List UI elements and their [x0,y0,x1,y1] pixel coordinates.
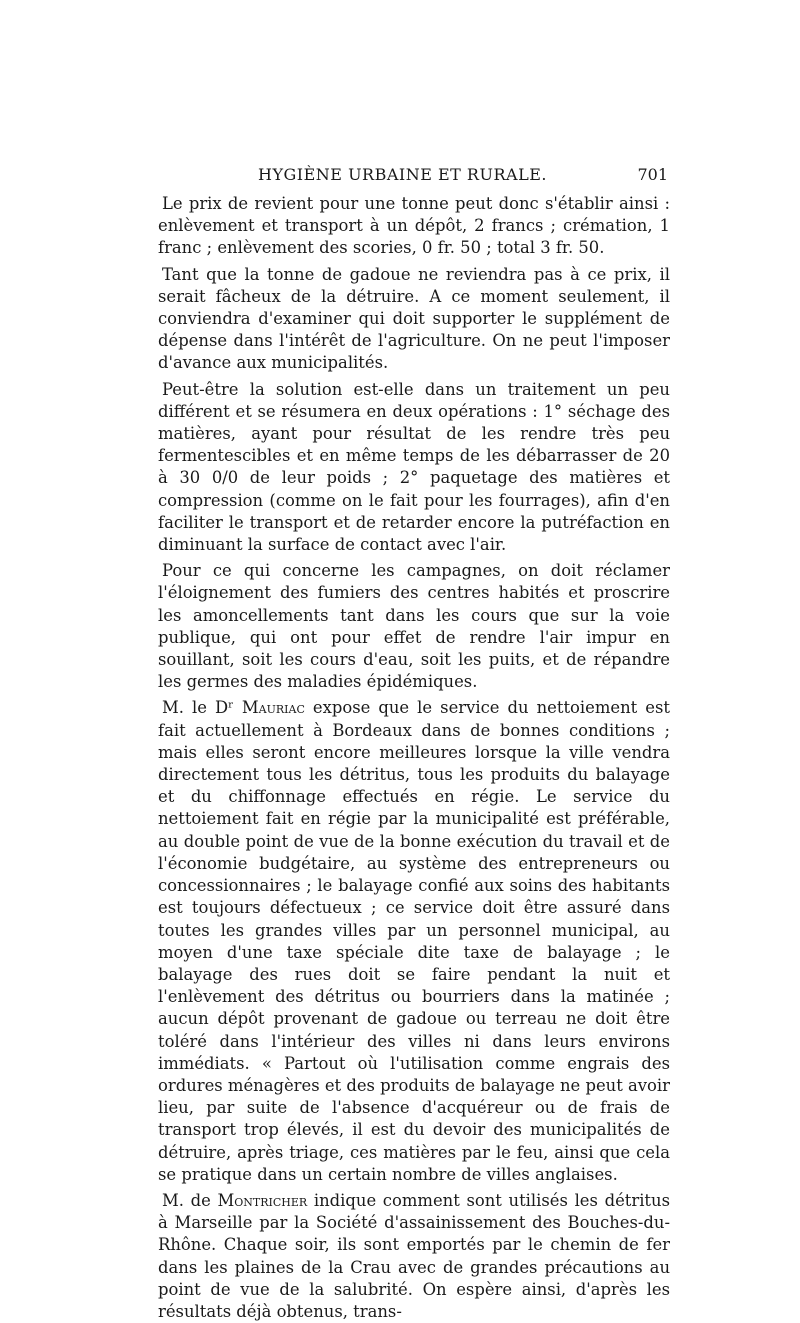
speaker-title: M. le Dʳ [162,698,242,718]
paragraph-text: indique comment sont utilisés les détritus à Marseille par la Société d'assainissement des Bouches-du-Rhône. Chaque soir, ils sont emportés par le chemin de fer dans les plaines de la Crau avec de grandes précautions au point de vue de la salubrité. On espère ainsi, d'après les résultats déjà obtenus, trans- [158,1190,670,1321]
paragraph-cost [158,193,670,260]
paragraph-text: Peut-être la solution est-elle dans un traitement un peu différent et se résumera en deux opérations : 1° séchage des matières, ayant pour résultat de les rendre très peu fermentescibles et en même temps de les débarrasser de 20 à 30 0/0 de leur poids ; 2° paquetage des matières et compression (comme on le fait pour les fourrages), afin d'en faciliter le transport et de retarder encore la putréfaction en diminuant la surface de contact avec l'air. [158,379,670,555]
speaker-name: Montricher [217,1190,308,1210]
paragraph-montricher [158,1190,670,1323]
running-title: HYGIÈNE URBAINE ET RURALE. [258,165,547,184]
speaker-name: Mauriac [241,698,305,718]
page-number: 701 [637,165,668,184]
paragraph-text: Tant que la tonne de gadoue ne reviendra pas à ce prix, il serait fâcheux de la détruire. A ce moment seulement, il conviendra d'examiner qui doit supporter le supplément de dépense dans l'intérêt de l'agriculture. On ne peut l'imposer d'avance aux municipalités. [158,264,670,373]
paragraph-solution [158,379,670,557]
speaker-title: M. de [162,1190,218,1210]
paragraph-mauriac [158,697,670,1185]
paragraph-campagnes [158,560,670,693]
paragraph-text: Le prix de revient pour une tonne peut donc s'établir ainsi : enlèvement et transport à un dépôt, 2 francs ; crémation, 1 franc ; enlèvement des scories, 0 fr. 50 ; total 3 fr. 50. [158,194,670,258]
paragraph-text: expose que le service du nettoiement est fait actuellement à Bordeaux dans de bonnes conditions ; mais elles seront encore meilleures lorsque la ville vendra directement tous les détritus, tous les produits du balayage et du chiffonnage effectués en régie. Le service du nettoiement fait en régie par la municipalité est préférable, au double point de vue de la bonne exécution du travail et de l'économie budgétaire, au système des entrepreneurs ou concessionnaires ; le balayage confié aux soins des habitants est toujours défectueux ; ce service doit être assuré dans toutes les grandes villes par un personnel municipal, au moyen d'une taxe spéciale dite taxe de balayage ; le balayage des rues doit se faire pendant la nuit et l'enlèvement des détritus ou bourriers dans la matinée ; aucun dépôt provenant de gadoue ou terreau ne doit être toléré dans l'intérieur des villes ni dans leurs environs immédiats. « Partout où l'utilisation comme engrais des ordures ménagères et des produits de balayage ne peut avoir lieu, par suite de l'absence d'acquéreur ou de frais de transport trop élevés, il est du devoir des municipalités de détruire, après triage, ces matières par le feu, ainsi que cela se pratique dans un certain nombre de villes anglaises. [158,698,670,1184]
paragraph-gadoue [158,264,670,375]
paragraph-text: Pour ce qui concerne les campagnes, on doit réclamer l'éloignement des fumiers des centres habités et proscrire les amoncellements tant dans les cours que sur la voie publique, qui ont pour effet de rendre l'air impur en souillant, soit les cours d'eau, soit les puits, et de répandre les germes des maladies épidémiques. [158,561,670,692]
running-header [158,165,670,193]
book-page [158,165,670,1323]
